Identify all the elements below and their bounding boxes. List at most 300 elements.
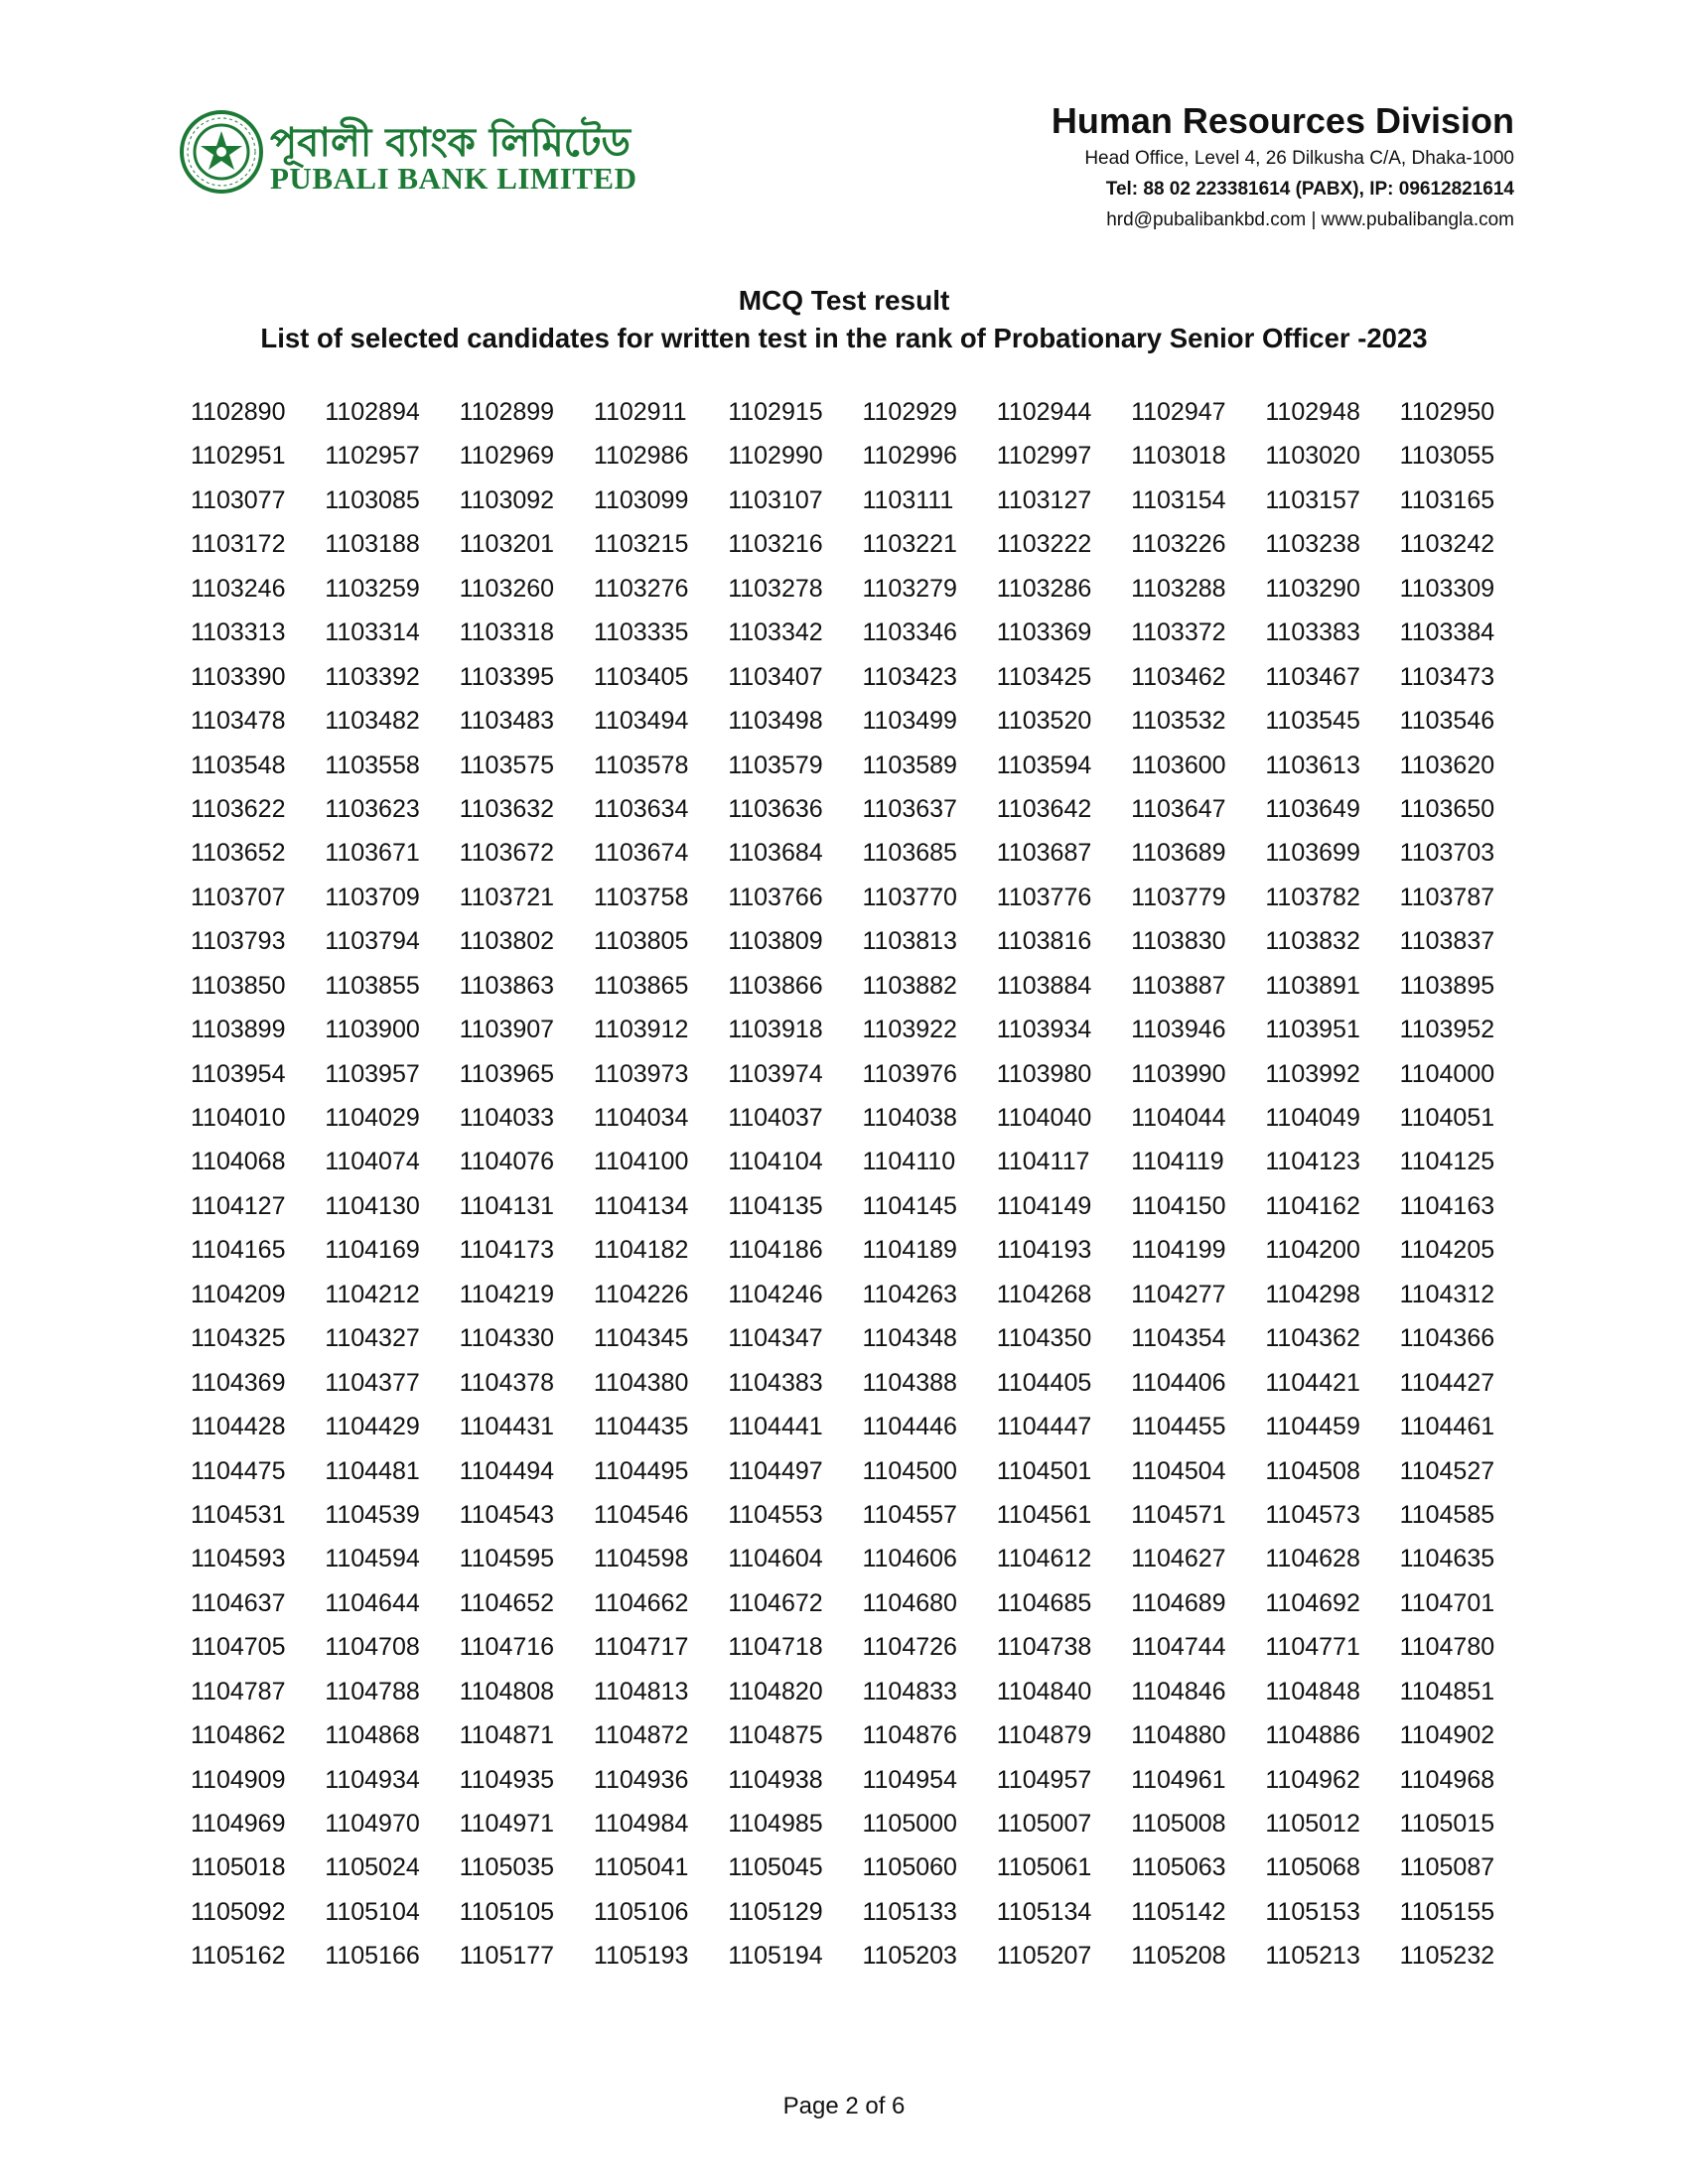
table-row — [191, 1278, 1531, 1321]
roll-number: 1104598 — [593, 1545, 689, 1573]
table-row — [191, 792, 1531, 836]
office-phone: Tel: 88 02 223381614 (PABX), IP: 09612821614 — [1105, 179, 1514, 200]
roll-number: 1104726 — [862, 1633, 957, 1662]
roll-number: 1104104 — [728, 1148, 823, 1176]
roll-number: 1103335 — [593, 618, 689, 647]
roll-number: 1104871 — [459, 1721, 555, 1750]
roll-number: 1103055 — [1399, 442, 1495, 471]
roll-number: 1103279 — [862, 574, 957, 603]
roll-number: 1104406 — [1131, 1368, 1226, 1397]
table-row — [191, 924, 1531, 968]
roll-number: 1103685 — [862, 839, 957, 868]
roll-number: 1105012 — [1265, 1810, 1360, 1838]
roll-number: 1105061 — [996, 1853, 1092, 1882]
roll-number: 1104531 — [191, 1500, 286, 1529]
roll-number: 1104366 — [1399, 1324, 1495, 1353]
roll-number: 1103809 — [728, 927, 823, 956]
roll-number: 1103242 — [1399, 530, 1495, 559]
roll-number: 1104504 — [1131, 1456, 1226, 1485]
roll-number: 1103392 — [325, 662, 420, 691]
roll-number: 1103623 — [325, 794, 420, 823]
roll-number: 1103649 — [1265, 794, 1360, 823]
roll-number: 1104345 — [593, 1324, 689, 1353]
roll-number: 1104985 — [728, 1810, 823, 1838]
roll-number: 1104970 — [325, 1810, 420, 1838]
roll-number: 1103674 — [593, 839, 689, 868]
roll-number: 1104117 — [996, 1148, 1090, 1176]
roll-number: 1103632 — [459, 794, 555, 823]
roll-number: 1103278 — [728, 574, 823, 603]
roll-number: 1103779 — [1131, 883, 1226, 911]
roll-number: 1103395 — [459, 662, 555, 691]
roll-number: 1102899 — [459, 398, 555, 426]
roll-number: 1103499 — [862, 707, 957, 736]
bank-logo — [179, 107, 645, 199]
roll-number: 1103498 — [728, 707, 823, 736]
roll-number: 1103127 — [996, 485, 1092, 514]
roll-number: 1103766 — [728, 883, 823, 911]
division-header — [819, 99, 1514, 235]
roll-number: 1104354 — [1131, 1324, 1226, 1353]
roll-number: 1104494 — [459, 1456, 555, 1485]
roll-number: 1104672 — [728, 1588, 823, 1617]
roll-number: 1104446 — [862, 1413, 957, 1441]
roll-number: 1103594 — [996, 751, 1092, 779]
roll-number: 1104876 — [862, 1721, 957, 1750]
roll-number: 1104130 — [325, 1191, 420, 1220]
roll-number: 1104497 — [728, 1456, 823, 1485]
roll-number: 1104209 — [191, 1280, 286, 1308]
roll-number: 1103672 — [459, 839, 555, 868]
roll-number: 1103613 — [1265, 751, 1360, 779]
roll-number: 1103758 — [593, 883, 689, 911]
roll-number: 1103951 — [1265, 1016, 1360, 1044]
roll-number: 1105104 — [325, 1897, 420, 1926]
roll-number: 1104612 — [996, 1545, 1092, 1573]
roll-number: 1105162 — [191, 1942, 286, 1971]
roll-number: 1103652 — [191, 839, 286, 868]
roll-number: 1104637 — [191, 1588, 286, 1617]
roll-number: 1104123 — [1265, 1148, 1360, 1176]
table-row — [191, 572, 1531, 615]
table-row — [191, 1145, 1531, 1188]
roll-number: 1105133 — [862, 1897, 957, 1926]
logo-bangla-name: পূবালী ব্যাংক লিমিটেড — [270, 120, 631, 166]
roll-number: 1104348 — [862, 1324, 957, 1353]
roll-number: 1103899 — [191, 1016, 286, 1044]
roll-number: 1105068 — [1265, 1853, 1360, 1882]
roll-number: 1103172 — [191, 530, 286, 559]
roll-number: 1104447 — [996, 1413, 1092, 1441]
roll-number: 1103974 — [728, 1059, 823, 1088]
roll-number: 1104808 — [459, 1677, 555, 1706]
roll-number: 1104074 — [325, 1148, 420, 1176]
roll-number: 1103992 — [1265, 1059, 1360, 1088]
roll-number: 1105129 — [728, 1897, 823, 1926]
roll-number: 1104539 — [325, 1500, 420, 1529]
roll-number: 1103918 — [728, 1016, 823, 1044]
roll-number: 1103952 — [1399, 1016, 1495, 1044]
roll-number: 1103957 — [325, 1059, 420, 1088]
roll-number: 1104862 — [191, 1721, 286, 1750]
roll-number: 1103107 — [728, 485, 823, 514]
roll-number: 1104459 — [1265, 1413, 1360, 1441]
roll-number: 1103369 — [996, 618, 1092, 647]
roll-number: 1103891 — [1265, 971, 1360, 1000]
roll-number: 1104010 — [191, 1104, 286, 1132]
roll-number: 1104312 — [1399, 1280, 1495, 1308]
roll-number: 1104127 — [191, 1191, 286, 1220]
roll-number: 1105015 — [1399, 1810, 1495, 1838]
roll-number: 1104199 — [1131, 1236, 1226, 1265]
roll-number: 1104851 — [1399, 1677, 1495, 1706]
roll-number: 1103832 — [1265, 927, 1360, 956]
roll-number: 1103313 — [191, 618, 286, 647]
roll-number: 1104150 — [1131, 1191, 1226, 1220]
roll-number: 1104350 — [996, 1324, 1092, 1353]
roll-number: 1103342 — [728, 618, 823, 647]
table-row — [191, 1586, 1531, 1630]
roll-number: 1105008 — [1131, 1810, 1226, 1838]
table-row — [191, 1675, 1531, 1718]
roll-number: 1104428 — [191, 1413, 286, 1441]
roll-number: 1104886 — [1265, 1721, 1360, 1750]
roll-number: 1104984 — [593, 1810, 689, 1838]
roll-number: 1103816 — [996, 927, 1092, 956]
roll-number: 1104263 — [862, 1280, 957, 1308]
logo-english-name: PUBALI BANK LIMITED — [270, 161, 637, 196]
roll-number: 1102990 — [728, 442, 823, 471]
roll-number: 1104277 — [1131, 1280, 1226, 1308]
roll-number: 1104909 — [191, 1765, 286, 1794]
roll-number: 1104738 — [996, 1633, 1092, 1662]
roll-number: 1104662 — [593, 1588, 689, 1617]
roll-number: 1104495 — [593, 1456, 689, 1485]
roll-number: 1103346 — [862, 618, 957, 647]
roll-number: 1104971 — [459, 1810, 555, 1838]
roll-number: 1103478 — [191, 707, 286, 736]
roll-number: 1103855 — [325, 971, 420, 1000]
roll-number: 1105018 — [191, 1853, 286, 1882]
roll-number: 1102929 — [862, 398, 957, 426]
table-row — [191, 1630, 1531, 1674]
roll-number: 1104848 — [1265, 1677, 1360, 1706]
roll-number: 1103647 — [1131, 794, 1226, 823]
roll-number: 1103215 — [593, 530, 689, 559]
page-number: Page 2 of 6 — [782, 2093, 906, 2119]
roll-number: 1102911 — [593, 398, 687, 426]
roll-number: 1104716 — [459, 1633, 555, 1662]
roll-number: 1104298 — [1265, 1280, 1360, 1308]
roll-number: 1104369 — [191, 1368, 286, 1397]
roll-number: 1104680 — [862, 1588, 957, 1617]
office-address: Head Office, Level 4, 26 Dilkusha C/A, Dhaka-1000 — [1084, 148, 1514, 169]
table-row — [191, 1807, 1531, 1850]
table-row — [191, 1850, 1531, 1894]
roll-number: 1103276 — [593, 574, 689, 603]
roll-number: 1103548 — [191, 751, 286, 779]
roll-number: 1104033 — [459, 1104, 555, 1132]
table-row — [191, 1939, 1531, 1982]
roll-number: 1104165 — [191, 1236, 286, 1265]
roll-number: 1103425 — [996, 662, 1092, 691]
roll-number: 1104788 — [325, 1677, 420, 1706]
roll-number: 1104212 — [325, 1280, 420, 1308]
roll-number: 1103637 — [862, 794, 957, 823]
table-row — [191, 1454, 1531, 1498]
roll-number: 1105041 — [593, 1853, 689, 1882]
roll-number: 1104787 — [191, 1677, 286, 1706]
roll-number: 1103882 — [862, 971, 957, 1000]
roll-number: 1103226 — [1131, 530, 1226, 559]
document-title — [0, 282, 1688, 357]
roll-number: 1104875 — [728, 1721, 823, 1750]
roll-number: 1104205 — [1399, 1236, 1495, 1265]
roll-number: 1104689 — [1131, 1588, 1226, 1617]
table-row — [191, 704, 1531, 748]
roll-number: 1104034 — [593, 1104, 689, 1132]
roll-number: 1104561 — [996, 1500, 1092, 1529]
roll-number: 1104846 — [1131, 1677, 1226, 1706]
roll-number: 1103383 — [1265, 618, 1360, 647]
roll-number: 1104685 — [996, 1588, 1092, 1617]
roll-number: 1104935 — [459, 1765, 555, 1794]
roll-number: 1103467 — [1265, 662, 1360, 691]
table-row — [191, 1498, 1531, 1542]
roll-number: 1105007 — [996, 1810, 1092, 1838]
roll-number: 1104962 — [1265, 1765, 1360, 1794]
table-row — [191, 1895, 1531, 1939]
table-row — [191, 439, 1531, 482]
roll-number: 1104029 — [325, 1104, 420, 1132]
roll-number: 1104880 — [1131, 1721, 1226, 1750]
roll-number: 1104475 — [191, 1456, 286, 1485]
roll-number: 1103782 — [1265, 883, 1360, 911]
roll-number: 1103684 — [728, 839, 823, 868]
roll-number: 1103579 — [728, 751, 823, 779]
roll-number: 1104226 — [593, 1280, 689, 1308]
roll-number: 1104692 — [1265, 1588, 1360, 1617]
roll-number: 1103314 — [325, 618, 420, 647]
roll-number: 1104868 — [325, 1721, 420, 1750]
roll-number: 1105045 — [728, 1853, 823, 1882]
roll-number: 1103620 — [1399, 751, 1495, 779]
roll-number: 1103221 — [862, 530, 957, 559]
roll-number: 1103532 — [1131, 707, 1226, 736]
roll-number: 1104189 — [862, 1236, 957, 1265]
roll-number: 1104628 — [1265, 1545, 1360, 1573]
roll-number: 1102915 — [728, 398, 823, 426]
roll-number: 1102894 — [325, 398, 420, 426]
roll-number: 1104606 — [862, 1545, 957, 1573]
roll-number: 1103405 — [593, 662, 689, 691]
roll-number: 1104627 — [1131, 1545, 1226, 1573]
roll-number: 1104813 — [593, 1677, 689, 1706]
roll-number: 1102957 — [325, 442, 420, 471]
table-row — [191, 615, 1531, 659]
roll-number: 1104327 — [325, 1324, 420, 1353]
roll-number: 1103671 — [325, 839, 420, 868]
roll-number: 1104173 — [459, 1236, 555, 1265]
roll-number: 1105142 — [1131, 1897, 1226, 1926]
roll-number: 1103687 — [996, 839, 1092, 868]
roll-number: 1104771 — [1265, 1633, 1360, 1662]
roll-number: 1104182 — [593, 1236, 689, 1265]
roll-number: 1104119 — [1131, 1148, 1224, 1176]
roll-number: 1103709 — [325, 883, 420, 911]
roll-number: 1102944 — [996, 398, 1092, 426]
roll-number: 1104037 — [728, 1104, 823, 1132]
roll-number: 1104820 — [728, 1677, 823, 1706]
roll-number: 1105087 — [1399, 1853, 1495, 1882]
roll-number: 1105063 — [1131, 1853, 1226, 1882]
table-row — [191, 1410, 1531, 1453]
roll-number: 1104431 — [459, 1413, 555, 1441]
roll-number: 1103721 — [459, 883, 555, 911]
roll-number: 1104717 — [593, 1633, 689, 1662]
roll-number: 1103703 — [1399, 839, 1495, 868]
roll-number: 1103636 — [728, 794, 823, 823]
roll-number: 1103776 — [996, 883, 1092, 911]
roll-number: 1103600 — [1131, 751, 1226, 779]
roll-number: 1103188 — [325, 530, 420, 559]
roll-number: 1103092 — [459, 485, 555, 514]
office-contact: hrd@pubalibankbd.com | www.pubalibangla.com — [1106, 209, 1514, 230]
roll-number: 1105024 — [325, 1853, 420, 1882]
table-row — [191, 1057, 1531, 1101]
roll-number: 1104405 — [996, 1368, 1092, 1397]
roll-number: 1103558 — [325, 751, 420, 779]
roll-number: 1103494 — [593, 707, 689, 736]
roll-number: 1103976 — [862, 1059, 957, 1088]
roll-number: 1104455 — [1131, 1413, 1226, 1441]
roll-number: 1104644 — [325, 1588, 420, 1617]
roll-number: 1104936 — [593, 1765, 689, 1794]
roll-number: 1104938 — [728, 1765, 823, 1794]
roll-number: 1104481 — [325, 1456, 420, 1485]
roll-number: 1104500 — [862, 1456, 957, 1485]
roll-number: 1103216 — [728, 530, 823, 559]
roll-number: 1104421 — [1265, 1368, 1360, 1397]
roll-number: 1104934 — [325, 1765, 420, 1794]
table-row — [191, 1542, 1531, 1585]
roll-number: 1103934 — [996, 1016, 1092, 1044]
roll-number: 1103866 — [728, 971, 823, 1000]
roll-number: 1104347 — [728, 1324, 823, 1353]
roll-number: 1104246 — [728, 1280, 823, 1308]
roll-number: 1104131 — [459, 1191, 555, 1220]
table-row — [191, 749, 1531, 792]
roll-number: 1104219 — [459, 1280, 555, 1308]
roll-number: 1104330 — [459, 1324, 555, 1353]
roll-number: 1104162 — [1265, 1191, 1360, 1220]
roll-number: 1103863 — [459, 971, 555, 1000]
roll-number: 1103887 — [1131, 971, 1226, 1000]
roll-number: 1104268 — [996, 1280, 1092, 1308]
roll-number: 1103099 — [593, 485, 689, 514]
roll-number: 1103018 — [1131, 442, 1226, 471]
roll-number: 1102890 — [191, 398, 286, 426]
roll-number: 1105166 — [325, 1942, 420, 1971]
roll-number: 1105092 — [191, 1897, 286, 1926]
table-row — [191, 881, 1531, 924]
roll-number: 1103222 — [996, 530, 1092, 559]
roll-number: 1103912 — [593, 1016, 689, 1044]
roll-number: 1103085 — [325, 485, 420, 514]
roll-number: 1104200 — [1265, 1236, 1360, 1265]
table-row — [191, 1189, 1531, 1233]
roll-number: 1103473 — [1399, 662, 1495, 691]
roll-number: 1103794 — [325, 927, 420, 956]
roll-number: 1103895 — [1399, 971, 1495, 1000]
roll-number: 1105207 — [996, 1942, 1092, 1971]
page-subtitle: List of selected candidates for written test in the rank of Probationary Senior Officer -2023 — [260, 323, 1428, 353]
roll-number: 1103650 — [1399, 794, 1495, 823]
roll-number: 1103622 — [191, 794, 286, 823]
roll-number: 1102947 — [1131, 398, 1226, 426]
roll-number: 1104954 — [862, 1765, 957, 1794]
roll-number: 1103482 — [325, 707, 420, 736]
roll-number: 1102996 — [862, 442, 957, 471]
roll-number: 1103578 — [593, 751, 689, 779]
roll-number: 1103390 — [191, 662, 286, 691]
roll-number: 1102948 — [1265, 398, 1360, 426]
roll-number: 1102969 — [459, 442, 555, 471]
roll-number: 1105232 — [1399, 1942, 1495, 1971]
roll-number: 1103813 — [862, 927, 957, 956]
roll-number: 1104961 — [1131, 1765, 1226, 1794]
roll-number: 1104840 — [996, 1677, 1092, 1706]
roll-number: 1104546 — [593, 1500, 689, 1529]
roll-number: 1103201 — [459, 530, 555, 559]
roll-number: 1104969 — [191, 1810, 286, 1838]
roll-number: 1104527 — [1399, 1456, 1495, 1485]
table-row — [191, 1013, 1531, 1056]
roll-number: 1105177 — [459, 1942, 555, 1971]
roll-number: 1103286 — [996, 574, 1092, 603]
roll-number: 1104701 — [1399, 1588, 1495, 1617]
roll-number: 1104149 — [996, 1191, 1092, 1220]
roll-number: 1103238 — [1265, 530, 1360, 559]
roll-number: 1103973 — [593, 1059, 689, 1088]
roll-number: 1104068 — [191, 1148, 286, 1176]
roll-number: 1103787 — [1399, 883, 1495, 911]
table-row — [191, 969, 1531, 1013]
roll-number: 1102997 — [996, 442, 1092, 471]
roll-number: 1104635 — [1399, 1545, 1495, 1573]
roll-number: 1103154 — [1131, 485, 1226, 514]
roll-number: 1103837 — [1399, 927, 1495, 956]
roll-number: 1104744 — [1131, 1633, 1226, 1662]
roll-number: 1104441 — [728, 1413, 823, 1441]
roll-number: 1104100 — [593, 1148, 689, 1176]
roll-number: 1103575 — [459, 751, 555, 779]
roll-number: 1102951 — [191, 442, 286, 471]
roll-number: 1104429 — [325, 1413, 420, 1441]
roll-number: 1103850 — [191, 971, 286, 1000]
roll-number: 1104833 — [862, 1677, 957, 1706]
roll-number: 1104879 — [996, 1721, 1092, 1750]
roll-number: 1103865 — [593, 971, 689, 1000]
roll-number: 1103907 — [459, 1016, 555, 1044]
roll-number: 1104040 — [996, 1104, 1092, 1132]
roll-number: 1103642 — [996, 794, 1092, 823]
table-row — [191, 483, 1531, 527]
roll-number: 1103520 — [996, 707, 1092, 736]
roll-number: 1104708 — [325, 1633, 420, 1662]
roll-number: 1103707 — [191, 883, 286, 911]
roll-number: 1104543 — [459, 1500, 555, 1529]
